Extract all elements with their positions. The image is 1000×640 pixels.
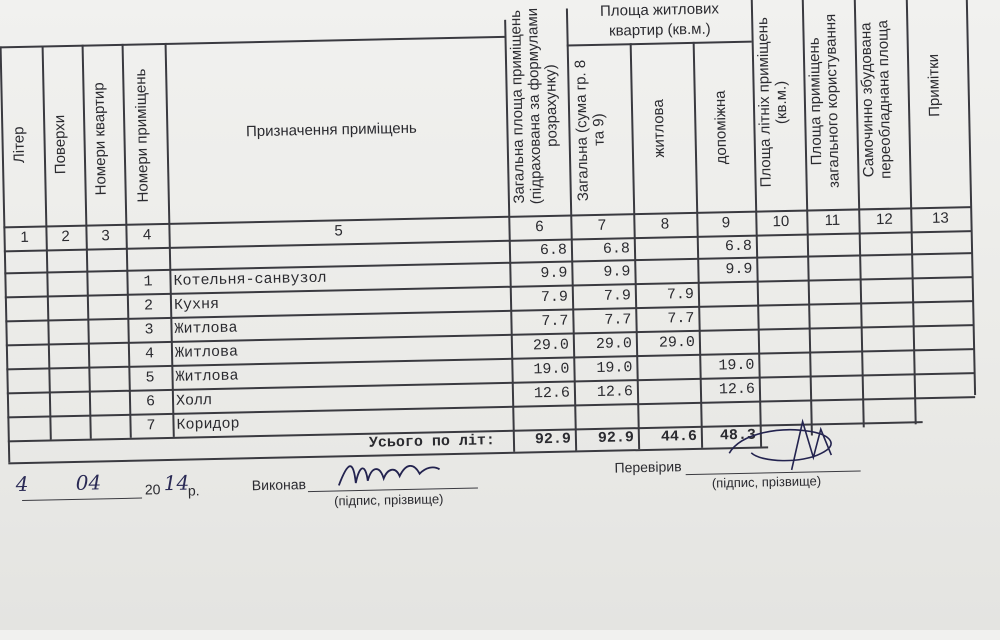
- living-area-cell: 7.7: [667, 309, 695, 328]
- room-purpose-cell: Житлова: [175, 367, 239, 386]
- living-total-cell: 7.9: [603, 287, 632, 305]
- header-auxiliary: допоміжна: [711, 90, 731, 165]
- header-living: житлова: [649, 99, 669, 158]
- performed-signature: [333, 453, 444, 495]
- room-purpose-cell: Кухня: [173, 295, 220, 314]
- room-purpose-cell: Житлова: [174, 319, 238, 338]
- year-unit: р.: [187, 482, 200, 499]
- header-apartment-numbers: Номери квартир: [90, 81, 110, 196]
- living-total-cell: 12.6: [596, 383, 634, 401]
- living-area-cell: [636, 358, 695, 359]
- room-number-cell: 2: [143, 297, 154, 315]
- year-suffix: 14: [163, 470, 190, 496]
- auxiliary-area-cell: 9.9: [725, 260, 753, 279]
- column-number: 3: [101, 227, 110, 245]
- date-day: 4: [15, 471, 29, 497]
- header-summer-premises: Площа літніх приміщень (кв.м.): [754, 17, 791, 188]
- totals-living-area: 44.6: [660, 427, 698, 446]
- col-border: [966, 0, 976, 395]
- column-number: 5: [334, 222, 343, 240]
- total-area-cell: 12.6: [533, 384, 571, 403]
- living-area-cell: 7.9: [666, 285, 695, 304]
- header-unauthorized-area: Самочинно збудована переобладнана площа: [857, 20, 895, 180]
- header-common-premises: Площа приміщень загального користування: [805, 13, 843, 189]
- performed-label: Виконав: [251, 476, 307, 494]
- column-number: 1: [20, 228, 29, 247]
- room-purpose-cell: Житлова: [174, 343, 239, 362]
- performed-caption: (підпис, прізвище): [334, 491, 444, 509]
- living-area-cell: [637, 382, 696, 383]
- checked-caption: (підпис, прізвище): [711, 473, 822, 491]
- living-area-cell: 29.0: [658, 333, 696, 352]
- room-number-cell: [126, 250, 169, 251]
- room-number-cell: 7: [146, 417, 156, 435]
- auxiliary-area-cell: 12.6: [718, 380, 756, 399]
- column-number: 13: [931, 209, 949, 227]
- totals-auxiliary-area: 48.3: [719, 426, 757, 445]
- column-number: 9: [721, 214, 731, 232]
- total-area-cell: 6.8: [539, 241, 568, 260]
- auxiliary-area-cell: 19.0: [718, 356, 755, 375]
- date-line: [22, 498, 142, 502]
- room-number-cell: 5: [145, 369, 155, 387]
- auxiliary-area-cell: [699, 333, 754, 334]
- total-area-cell: 9.9: [540, 264, 568, 283]
- column-number: 12: [875, 210, 893, 229]
- room-purpose-cell: Коридор: [176, 415, 240, 434]
- auxiliary-area-cell: [698, 285, 753, 286]
- checked-signature: [720, 411, 851, 484]
- room-purpose-cell: Холл: [175, 392, 213, 410]
- auxiliary-area-cell: 6.8: [724, 237, 753, 256]
- column-number: 8: [660, 215, 670, 233]
- column-number: 2: [61, 227, 70, 246]
- living-area-cell: [634, 239, 693, 240]
- living-area-cell: [634, 262, 693, 263]
- column-number: 10: [772, 212, 790, 231]
- year-prefix: 20: [144, 481, 161, 498]
- table-top-border: [0, 36, 505, 48]
- header-notes: Примітки: [924, 54, 944, 118]
- checked-label: Перевірив: [614, 458, 682, 476]
- totals-total-area: 92.9: [534, 430, 572, 449]
- room-number-cell: 6: [145, 393, 156, 411]
- date-month: 04: [75, 470, 102, 495]
- header-living-area-group: Площа житлових квартир (кв.м.): [599, 0, 720, 40]
- total-area-cell: 7.9: [540, 288, 569, 307]
- column-number: 11: [824, 211, 841, 230]
- total-area-cell: 19.0: [533, 360, 570, 379]
- col-border: [0, 46, 10, 462]
- auxiliary-area-cell: [698, 309, 753, 310]
- room-number-cell: 4: [144, 345, 155, 363]
- column-number: 4: [142, 226, 152, 244]
- totals-living-total: 92.9: [597, 429, 635, 447]
- header-floors: Поверхи: [51, 114, 70, 175]
- living-total-cell: 7.7: [604, 311, 632, 329]
- living-total-cell: 29.0: [595, 335, 633, 353]
- totals-label: Усього по літ:: [368, 432, 496, 452]
- header-room-purpose: Призначення приміщень: [245, 119, 417, 141]
- living-total-cell: 9.9: [603, 263, 631, 281]
- room-number-cell: 3: [144, 321, 154, 339]
- room-purpose-cell: Котельня-санвузол: [173, 269, 327, 290]
- header-room-numbers: Номери приміщень: [132, 68, 152, 203]
- room-number-cell: 1: [143, 273, 153, 291]
- column-number: 6: [535, 218, 544, 236]
- living-total-cell: 6.8: [602, 240, 631, 258]
- total-area-cell: 7.7: [541, 312, 569, 331]
- header-litera: Літер: [10, 126, 29, 164]
- column-number: 7: [597, 216, 607, 234]
- total-area-cell: 29.0: [532, 336, 570, 355]
- living-total-cell: 19.0: [596, 359, 633, 377]
- header-living-total: Загальна (сума гр. 8 та 9): [571, 59, 608, 202]
- header-total-area: Загальна площа приміщень (підрахована за формулами розрахунку): [506, 7, 561, 205]
